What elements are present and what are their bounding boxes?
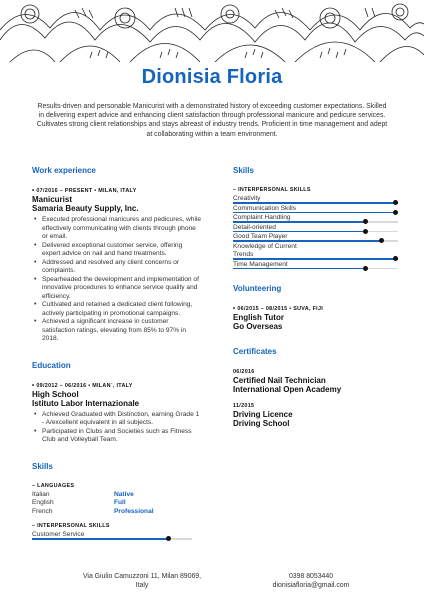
- skill-level-knob: [363, 266, 368, 271]
- skill-level-fill: [233, 268, 365, 269]
- certificate-title: Certified Nail Technician: [233, 376, 326, 385]
- skill-level-fill: [233, 221, 365, 222]
- certificate-title: Driving Licence: [233, 410, 293, 419]
- list-item: • Cultivated and retained a dedicated client following, actively participating in promotional campaigns.: [32, 301, 202, 318]
- bullet-dot: •: [32, 188, 37, 194]
- language-level: Native: [114, 490, 134, 498]
- interpersonal-heading-left: – INTERPERSONAL SKILLS: [32, 523, 110, 529]
- skill-row: [32, 531, 192, 541]
- certificate-issuer: International Open Academy: [233, 385, 342, 394]
- languages-heading: – LANGUAGES: [32, 482, 75, 489]
- skill-name: Good Team Player: [233, 233, 288, 240]
- certificate-issuer: Driving School: [233, 419, 290, 428]
- skill-level-bar: [233, 212, 398, 213]
- address-line: Via Giulio Camuzzoni 11, Milan 89069,: [82, 573, 202, 580]
- list-item: • Participated in Clubs and Societies such as Fitness Club and Volleyball Team.: [32, 428, 202, 445]
- education-date-location: 09/2012 – 06/2016 • MILAN`, ITALY: [36, 382, 133, 389]
- work-date-location: 07/2016 – PRESENT • MILAN, ITALY: [36, 188, 137, 194]
- skill-level-fill: [32, 538, 168, 539]
- work-meta: [32, 187, 202, 195]
- language-name: English: [32, 499, 54, 506]
- skill-name: Time Management: [233, 260, 288, 268]
- language-level: Full: [114, 499, 126, 506]
- section-title-skills-left: Skills: [32, 461, 53, 471]
- skill-level-bar: [233, 258, 398, 259]
- skill-row: [233, 214, 398, 224]
- volunteering-meta: [233, 305, 398, 313]
- section-title-certificates: Certificates: [233, 347, 277, 356]
- skill-name: Detail-oriented: [233, 223, 276, 231]
- list-item: • Spearheaded the development and implementation of innovative procedures to enhance service quality and efficiency.: [32, 276, 202, 302]
- list-item: • Delivered exceptional customer service, offering expert advice on nail and hand treatments.: [32, 242, 202, 259]
- skill-name: Complaint Handling: [233, 214, 291, 221]
- skill-row: [233, 195, 398, 205]
- education-section: [32, 361, 202, 445]
- bullet-dot: •: [32, 382, 37, 389]
- language-name: French: [32, 507, 53, 515]
- skill-row: [233, 243, 398, 261]
- list-item: • Addressed and resolved any client concerns or complaints.: [32, 259, 202, 276]
- language-name: Italian: [32, 490, 50, 498]
- skill-name: Customer Service: [32, 531, 85, 538]
- work-company: Samaria Beauty Supply, Inc.: [32, 204, 139, 213]
- certificate-item: [233, 368, 398, 394]
- left-column: [32, 162, 202, 541]
- skill-name: Creativity: [233, 195, 261, 202]
- volunteering-title: English Tutor: [233, 313, 284, 322]
- list-item: • Executed professional manicures and pedicures, while effectively communicating with clients through phone or email.: [32, 216, 202, 242]
- skill-row: [233, 261, 398, 271]
- language-row: [32, 491, 202, 500]
- section-title-volunteering: Volunteering: [233, 284, 282, 293]
- volunteering-date-location: 06/2015 – 08/2015 • SUVA, FIJI: [237, 306, 324, 312]
- skill-row: [233, 224, 398, 234]
- footer-contact: [246, 572, 376, 590]
- language-row: [32, 508, 202, 517]
- profile-summary: Results-driven and personable Manicurist with a demonstrated history of exceeding customer expectations. Skilled in delivering expert advice and enhancing client satisfaction through professional manicure and pedicure services. Cultivates strong client relationships and stays abreast of industry trends. Proficient in time management and adept at collaborating within a team environment.: [36, 103, 388, 138]
- education-meta: [32, 382, 202, 390]
- skill-level-fill: [233, 212, 398, 213]
- decorative-header-pattern: [0, 0, 424, 62]
- right-column: [233, 162, 398, 428]
- skill-level-bar: [233, 221, 398, 222]
- list-item: • Achieved a significant increase in customer satisfaction ratings, elevating from 85% to 97% in 2018.: [32, 318, 202, 344]
- skill-level-fill: [233, 231, 365, 232]
- certificate-date: 11/2015: [233, 403, 255, 409]
- list-item: • Achieved Graduated with Distinction, earning Grade 1 - A/excellent equivalent in all subjects.: [32, 411, 202, 428]
- skills-right-section: [233, 166, 398, 270]
- volunteering-org: Go Overseas: [233, 322, 283, 331]
- volunteering-section: [233, 284, 398, 331]
- skill-level-bar: [233, 202, 398, 203]
- interpersonal-heading-right: – INTERPERSONAL SKILLS: [233, 187, 311, 193]
- language-row: [32, 499, 202, 508]
- skills-left-section: [32, 462, 202, 541]
- work-job-title: Manicurist: [32, 195, 73, 204]
- skill-level-knob: [166, 536, 171, 541]
- interpersonal-skills-left: [32, 531, 192, 541]
- work-bullets: [32, 216, 202, 344]
- skill-row: [233, 233, 398, 243]
- education-degree: High School: [32, 389, 79, 399]
- section-title-education: Education: [32, 360, 71, 370]
- footer-address: [72, 572, 212, 590]
- skill-name: Communication Skills: [233, 204, 297, 212]
- address-line: Italy: [135, 582, 149, 589]
- education-school: Istituto Labor Internazionale: [32, 398, 140, 408]
- candidate-name: Dionisia Floria: [141, 66, 283, 88]
- interpersonal-skills-right: [233, 195, 398, 270]
- phone-number: 0398 8053440: [288, 573, 334, 580]
- certificate-date: 06/2016: [233, 369, 255, 375]
- skill-level-bar: [233, 240, 398, 241]
- certificate-item: [233, 402, 398, 428]
- skill-level-fill: [233, 258, 398, 259]
- skill-row: [233, 205, 398, 215]
- skill-level-bar: [233, 231, 398, 232]
- language-level: Professional: [114, 507, 154, 515]
- email-address: dionisiafloria@gmail.com: [272, 582, 350, 589]
- section-title-work: Work experience: [32, 166, 96, 175]
- certificates-section: [233, 347, 398, 428]
- education-bullets: [32, 411, 202, 445]
- bullet-dot: •: [233, 306, 238, 312]
- doodle-pattern-icon: [0, 0, 424, 62]
- skill-level-bar: [233, 268, 398, 269]
- skill-level-bar: [32, 538, 192, 539]
- skill-name: Knowledge of Current Trends: [233, 242, 297, 258]
- skill-level-fill: [233, 202, 398, 203]
- skill-level-fill: [233, 240, 382, 241]
- work-experience-section: [32, 166, 202, 344]
- section-title-skills-right: Skills: [233, 166, 254, 175]
